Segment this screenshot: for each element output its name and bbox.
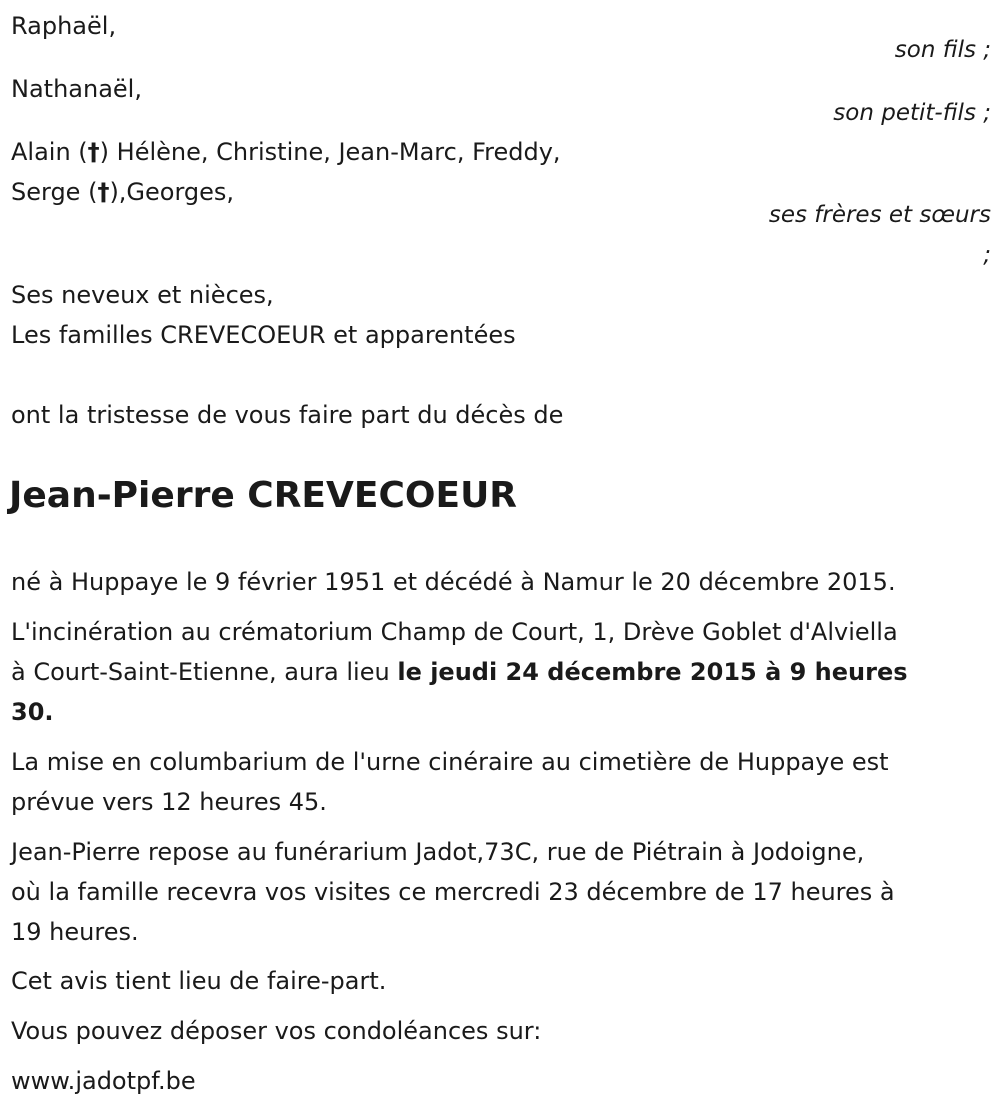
siblings-role-punct: ; <box>983 242 991 268</box>
siblings-line-1 <box>11 137 561 167</box>
siblings-line-1-b: ) Hélène, Christine, Jean-Marc, Freddy, <box>99 138 561 166</box>
columbarium-line-2: prévue vers 12 heures 45. <box>11 788 327 816</box>
cremation-line-2-prefix: à Court-Saint-Etienne, aura lieu <box>11 658 398 686</box>
siblings-line-1-a: Alain ( <box>11 138 88 166</box>
cremation-line-1: L'incinération au crématorium Champ de Court, 1, Drève Goblet d'Alviella <box>11 618 898 646</box>
siblings-line-2-b: ),Georges, <box>109 178 235 206</box>
son-name: Raphaël, <box>11 12 117 40</box>
birth-death-line: né à Huppaye le 9 février 1951 et décédé à Namur le 20 décembre 2015. <box>11 568 896 596</box>
siblings-role: ses frères et sœurs <box>768 202 991 228</box>
siblings-line-2 <box>11 177 234 207</box>
cross-icon: † <box>87 138 100 166</box>
columbarium-line-1: La mise en columbarium de l'urne cinéraire au cimetière de Huppaye est <box>11 748 889 776</box>
cremation-date: le jeudi 24 décembre 2015 à 9 heures <box>397 658 908 686</box>
visit-line-2: où la famille recevra vos visites ce mercredi 23 décembre de 17 heures à <box>11 878 895 906</box>
visit-line-3: 19 heures. <box>11 918 139 946</box>
cremation-line-2 <box>11 657 908 687</box>
notice-line: Cet avis tient lieu de faire-part. <box>11 967 387 995</box>
cremation-line-3: 30. <box>11 698 54 726</box>
nephews-line: Ses neveux et nièces, <box>11 281 274 309</box>
condolences-line: Vous pouvez déposer vos condoléances sur: <box>11 1017 542 1045</box>
visit-line-1: Jean-Pierre repose au funérarium Jadot,73C, rue de Piétrain à Jodoigne, <box>11 838 865 866</box>
siblings-line-2-a: Serge ( <box>11 178 98 206</box>
son-role: son fils ; <box>894 37 991 63</box>
website-link[interactable]: www.jadotpf.be <box>11 1067 196 1095</box>
families-line: Les familles CREVECOEUR et apparentées <box>11 321 516 349</box>
cross-icon: † <box>97 178 110 206</box>
announcement-text: ont la tristesse de vous faire part du décès de <box>11 401 564 429</box>
grandson-role: son petit-fils ; <box>833 100 991 126</box>
deceased-name: Jean-Pierre CREVECOEUR <box>9 475 518 516</box>
grandson-name: Nathanaël, <box>11 75 142 103</box>
